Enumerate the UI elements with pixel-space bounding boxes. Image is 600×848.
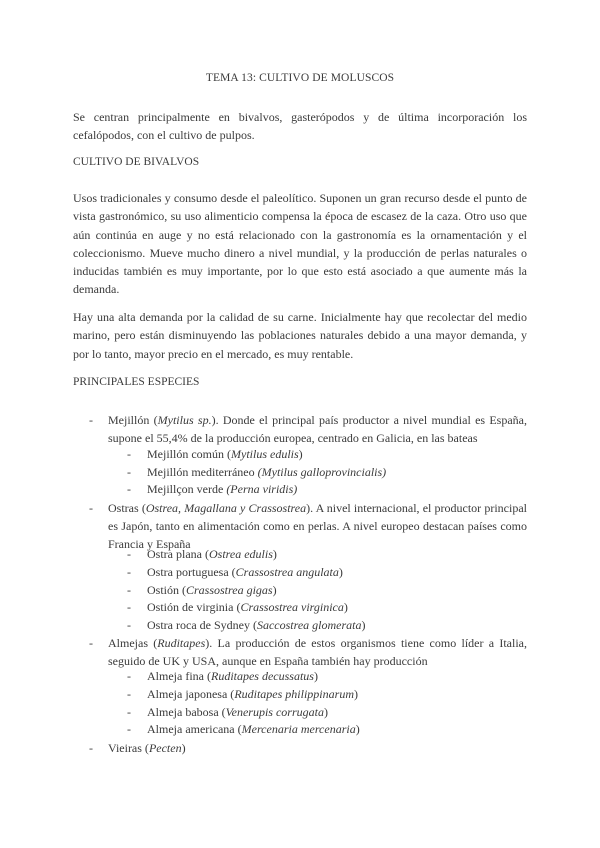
sublist-bullet: - — [127, 565, 131, 579]
sublist-item — [147, 464, 386, 482]
sub-name: Mejillçon verde — [147, 482, 227, 496]
species-text: ). La producción de estos organismos tiene como líder a Italia, seguido de UK y USA, aunque en España también hay producción — [108, 636, 527, 668]
sub-latin: Crassostrea virginica — [240, 600, 344, 614]
sublist-item — [147, 481, 297, 499]
paragraph-usos: Usos tradicionales y consumo desde el paleolítico. Suponen un gran recurso desde el punto de vista gastronómico, su uso alimenticio compensa la época de escasez de la caza. Otro uso que aún continúa en auge y no está relacionado con la gastronomía es la ornamentación y el coleccionismo. Mueve mucho dinero a nivel mundial, y la producción de perlas naturales o inducidas también es muy importante, por lo que esto está asociado a que aumente más la demanda. — [73, 191, 527, 297]
sub-end: ) — [361, 617, 366, 632]
sub-latin: Mercenaria mercenaria — [241, 722, 356, 736]
sub-end: ) — [353, 687, 358, 701]
sublist-item — [147, 599, 348, 617]
species-latin: Pecten — [148, 741, 182, 755]
sub-latin: Ruditapes decussatus — [210, 669, 314, 683]
list-item-mejillon — [108, 411, 527, 447]
sublist-bullet: - — [127, 582, 131, 597]
sub-end: ) — [355, 722, 360, 736]
sublist-item — [147, 582, 277, 600]
sublist-bullet: - — [127, 447, 131, 461]
sublist-bullet: - — [127, 617, 131, 632]
sublist-bullet: - — [127, 482, 131, 496]
sublist-item — [147, 721, 360, 739]
list-item-almejas — [108, 634, 527, 670]
species-name: Almejas ( — [108, 636, 158, 650]
list-bullet: - — [89, 741, 93, 755]
species-text: ) — [181, 741, 186, 755]
sublist-bullet: - — [127, 722, 131, 736]
list-item-vieiras — [108, 739, 527, 757]
sub-latin: Ostrea edulis — [208, 547, 273, 561]
sublist-bullet: - — [127, 687, 131, 701]
list-bullet: - — [89, 413, 93, 427]
sublist-item — [147, 446, 303, 464]
species-name: Ostras ( — [108, 501, 146, 515]
sub-latin: (Mytilus galloprovincialis) — [257, 464, 387, 479]
sublist-bullet: - — [127, 704, 131, 719]
species-latin: Ostrea, Magallana y Crassostrea — [145, 501, 307, 515]
sub-name: Ostión ( — [147, 582, 186, 597]
species-latin: Mytilus sp. — [157, 413, 212, 427]
sub-name: Ostra plana ( — [147, 547, 209, 561]
sub-end: ) — [272, 582, 277, 597]
sub-end: ) — [313, 669, 318, 683]
sublist-item — [147, 668, 318, 686]
list-bullet: - — [89, 501, 93, 515]
sub-end: ) — [272, 547, 277, 561]
sub-end: ) — [323, 704, 328, 719]
sub-latin: Venerupis corrugata — [225, 704, 324, 719]
species-text: ). A nivel internacional, el productor principal es Japón, tanto en alimentación como en perlas. A nivel europeo destacan países como Francia y España — [108, 501, 527, 551]
sublist-bullet: - — [127, 547, 131, 561]
sub-name: Mejillón mediterráneo — [147, 464, 258, 479]
sub-name: Mejillón común ( — [147, 447, 231, 461]
paragraph-demanda: Hay una alta demanda por la calidad de su carne. Inicialmente hay que recolectar del medio marino, pero están disminuyendo las poblaciones naturales debido a una mayor demanda, y por lo tanto, mayor precio en el mercado, es muy rentable. — [73, 310, 527, 361]
sub-latin: (Perna viridis) — [226, 482, 298, 496]
sublist-bullet: - — [127, 464, 131, 479]
sublist-item — [147, 564, 343, 582]
list-bullet: - — [89, 636, 93, 650]
sub-name: Almeja americana ( — [147, 722, 242, 736]
sub-latin: Ruditapes philippinarum — [234, 687, 354, 701]
intro-paragraph: Se centran principalmente en bivalvos, gasterópodos y de última incorporación los cefalópodos, con el cultivo de pulpos. — [73, 110, 527, 143]
sublist-bullet: - — [127, 669, 131, 683]
sublist-item — [147, 686, 358, 704]
sub-name: Almeja fina ( — [147, 669, 211, 683]
species-name: Vieiras ( — [108, 741, 149, 755]
section-heading-especies: PRINCIPALES ESPECIES — [73, 376, 200, 388]
list-item-ostras — [108, 499, 527, 553]
sub-latin: Crassostrea angulata — [235, 565, 339, 579]
sub-name: Almeja babosa ( — [147, 704, 226, 719]
sub-end: ) — [298, 447, 303, 461]
sub-name: Almeja japonesa ( — [147, 687, 235, 701]
sub-name: Ostra roca de Sydney ( — [147, 617, 257, 632]
species-latin: Ruditapes — [157, 636, 206, 650]
sub-latin: Crassostrea gigas — [186, 582, 273, 597]
sub-end: ) — [338, 565, 343, 579]
sub-name: Ostra portuguesa ( — [147, 565, 236, 579]
species-text: ). Donde el principal país productor a nivel mundial es España, supone el 55,4% de la producción europea, centrado en Galicia, en las bateas — [108, 413, 528, 445]
sublist-item — [147, 704, 328, 722]
sub-latin: Saccostrea glomerata — [256, 617, 362, 632]
sub-latin: Mytilus edulis — [231, 447, 299, 461]
sublist-item — [147, 546, 277, 564]
sub-end: ) — [343, 600, 348, 614]
sub-name: Ostión de virginia ( — [147, 600, 241, 614]
sublist-item — [147, 617, 366, 635]
section-heading-bivalvos: CULTIVO DE BIVALVOS — [73, 156, 200, 168]
species-name: Mejillón ( — [108, 413, 158, 427]
sublist-bullet: - — [127, 600, 131, 614]
page-title: TEMA 13: CULTIVO DE MOLUSCOS — [205, 72, 395, 84]
